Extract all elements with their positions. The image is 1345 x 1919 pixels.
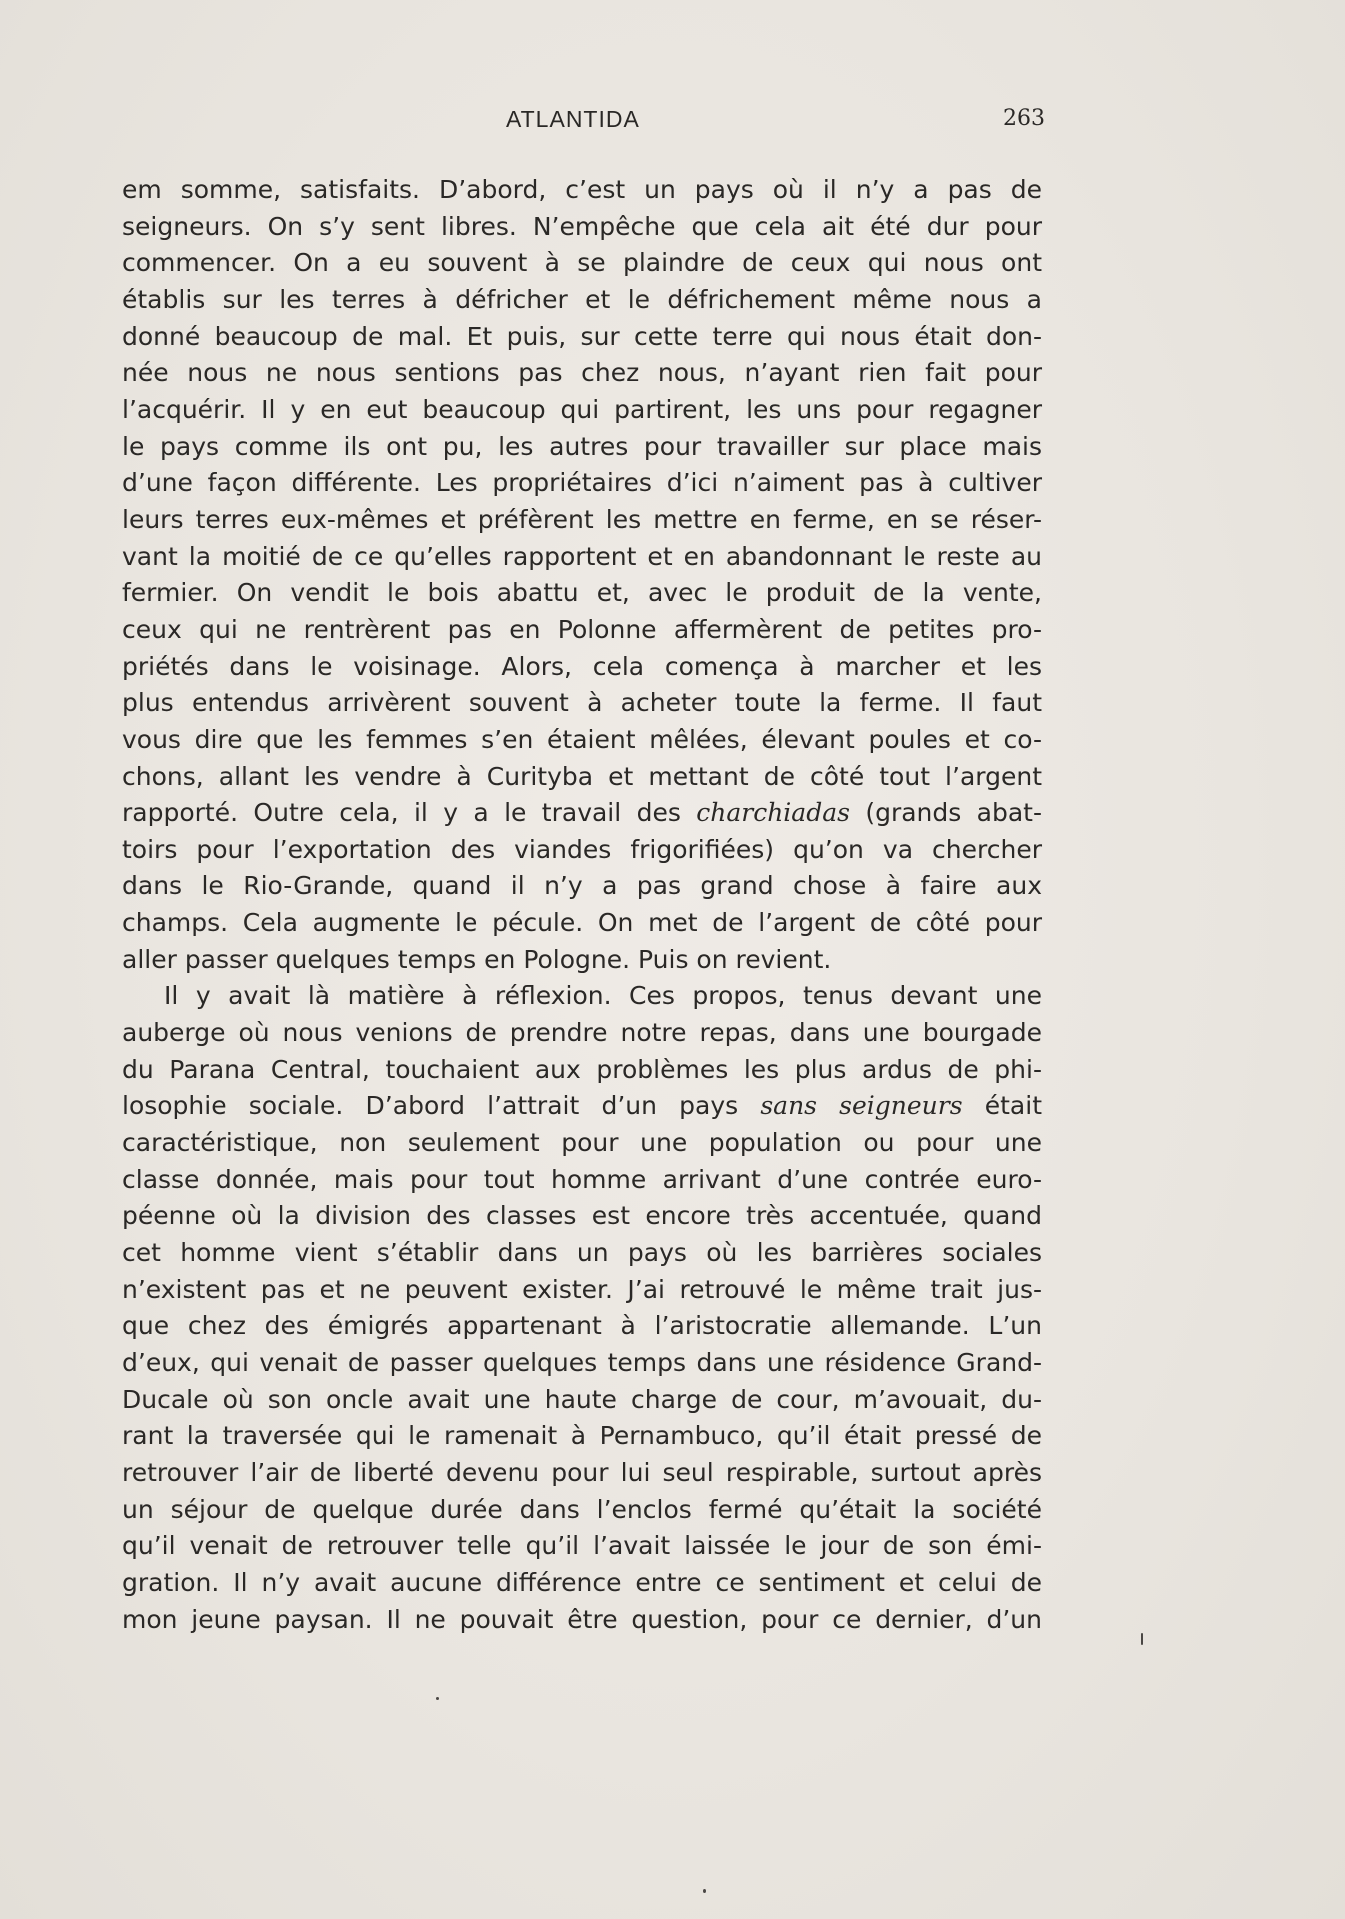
text-line: mon jeune paysan. Il ne pouvait être question, pour ce dernier, d’un — [122, 1604, 1042, 1634]
text-line: leurs terres eux-mêmes et préfèrent les mettre en ferme, en se réser- — [122, 504, 1042, 534]
text-line: qu’il venait de retrouver telle qu’il l’avait laissée le jour de son émi- — [122, 1531, 1042, 1561]
text-line: gration. Il n’y avait aucune différence entre ce sentiment et celui de — [122, 1567, 1042, 1597]
text-line: vant la moitié de ce qu’elles rapportent et en abandonnant le reste au — [122, 541, 1042, 571]
text-line: seigneurs. On s’y sent libres. N’empêche que cela ait été dur pour — [122, 211, 1042, 241]
text-line: Ducale où son oncle avait une haute charge de cour, m’avouait, du- — [122, 1384, 1042, 1414]
page-number: 263 — [1003, 106, 1045, 131]
text-line: ceux qui ne rentrèrent pas en Polonne affermèrent de petites pro- — [122, 614, 1042, 644]
text-line: em somme, satisfaits. D’abord, c’est un pays où il n’y a pas de — [122, 175, 1042, 204]
text-line: classe donnée, mais pour tout homme arrivant d’une contrée euro- — [122, 1164, 1042, 1194]
text-line: d’une façon différente. Les propriétaires d’ici n’aiment pas à cultiver — [122, 468, 1042, 498]
text-line: vous dire que les femmes s’en étaient mêlées, élevant poules et co- — [122, 724, 1042, 754]
text-line: commencer. On a eu souvent à se plaindre de ceux qui nous ont — [122, 248, 1042, 278]
italic-term: charchiadas — [696, 798, 850, 828]
paragraph-start-line: Il y avait là matière à réflexion. Ces propos, tenus devant une — [164, 981, 1042, 1011]
text-line: plus entendus arrivèrent souvent à acheter toute la ferme. Il faut — [122, 688, 1042, 718]
paper-speck — [1141, 1633, 1143, 1645]
text-line: péenne où la division des classes est encore très accentuée, quand — [122, 1201, 1042, 1231]
body-text — [122, 172, 1042, 1638]
text-line: toirs pour l’exportation des viandes frigorifiées) qu’on va chercher — [122, 834, 1042, 864]
text-segment: (grands abat- — [849, 798, 1043, 828]
text-line: un séjour de quelque durée dans l’enclos fermé qu’était la société — [122, 1494, 1042, 1524]
running-title: ATLANTIDA — [506, 106, 640, 132]
paper-speck — [436, 1697, 439, 1700]
text-line: fermier. On vendit le bois abattu et, avec le produit de la vente, — [122, 578, 1042, 608]
text-line: dans le Rio-Grande, quand il n’y a pas grand chose à faire aux — [122, 871, 1042, 901]
text-line — [122, 1088, 1042, 1125]
text-line: cet homme vient s’établir dans un pays où les barrières sociales — [122, 1238, 1042, 1268]
paper-speck — [703, 1889, 706, 1893]
text-line: du Parana Central, touchaient aux problèmes les plus ardus de phi- — [122, 1054, 1042, 1084]
text-line: champs. Cela augmente le pécule. On met de l’argent de côté pour — [122, 908, 1042, 938]
text-line: chons, allant les vendre à Curityba et mettant de côté tout l’argent — [122, 761, 1042, 791]
text-line: l’acquérir. Il y en eut beaucoup qui partirent, les uns pour regagner — [122, 394, 1042, 424]
text-line: née nous ne nous sentions pas chez nous, n’ayant rien fait pour — [122, 358, 1042, 388]
text-line: établis sur les terres à défricher et le défrichement même nous a — [122, 284, 1042, 314]
text-segment: rapporté. Outre cela, il y a le travail des — [122, 798, 697, 828]
text-line: n’existent pas et ne peuvent exister. J’ai retrouvé le même trait jus- — [122, 1274, 1042, 1304]
text-line: rant la traversée qui le ramenait à Pernambuco, qu’il était pressé de — [122, 1421, 1042, 1451]
text-line: auberge où nous venions de prendre notre repas, dans une bourgade — [122, 1018, 1042, 1048]
text-segment: losophie sociale. D’abord l’attrait d’un pays — [122, 1091, 761, 1121]
text-segment: était — [962, 1091, 1043, 1121]
paragraph-end-line: aller passer quelques temps en Pologne. Puis on revient. — [122, 944, 832, 974]
text-line — [122, 795, 1042, 832]
text-line: caractéristique, non seulement pour une population ou pour une — [122, 1128, 1042, 1158]
text-line: le pays comme ils ont pu, les autres pour travailler sur place mais — [122, 431, 1042, 461]
italic-term: sans seigneurs — [760, 1091, 963, 1121]
text-line: retrouver l’air de liberté devenu pour lui seul respirable, surtout après — [122, 1457, 1042, 1487]
text-line: donné beaucoup de mal. Et puis, sur cette terre qui nous était don- — [122, 321, 1042, 351]
text-line: d’eux, qui venait de passer quelques temps dans une résidence Grand- — [122, 1348, 1042, 1377]
text-line: priétés dans le voisinage. Alors, cela comença à marcher et les — [122, 651, 1042, 681]
text-line: que chez des émigrés appartenant à l’aristocratie allemande. L’un — [122, 1311, 1042, 1341]
running-head — [0, 106, 1345, 142]
